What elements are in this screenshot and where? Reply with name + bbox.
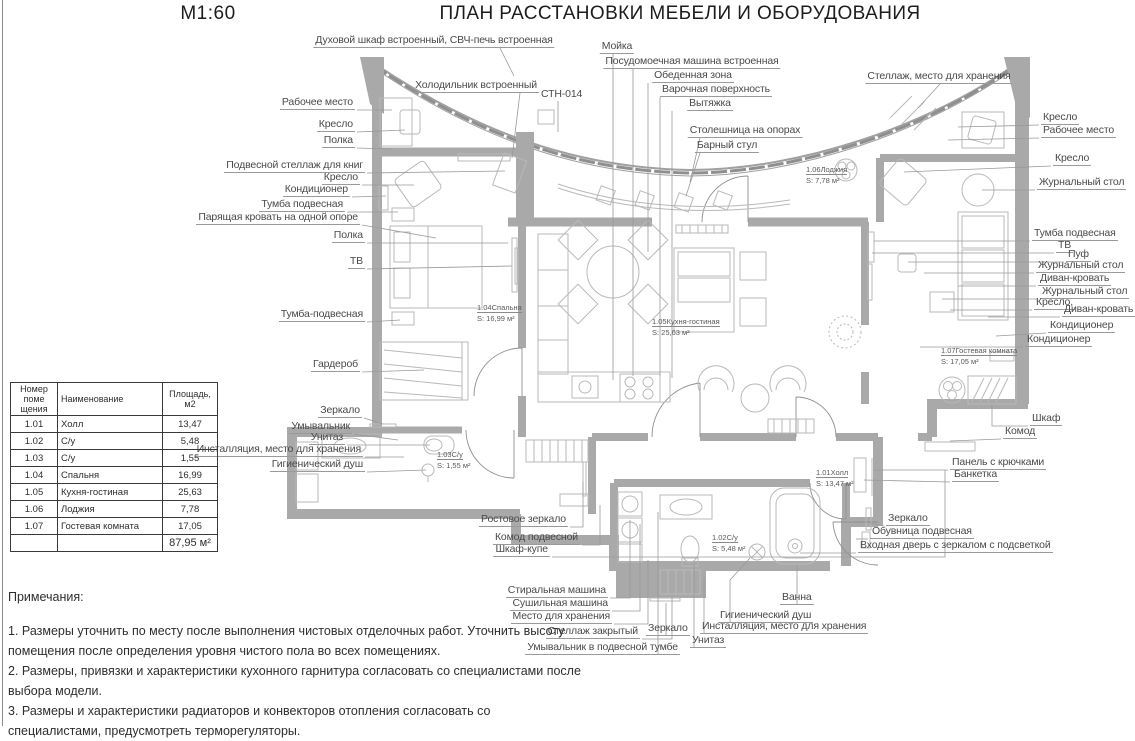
callout-label: Стеллаж, место для хранения xyxy=(867,70,1011,82)
callout-label: Умывальник xyxy=(291,420,350,432)
notes-list xyxy=(8,621,583,741)
callout-label: Кондиционер xyxy=(1027,333,1091,345)
callout-label: СТН-014 xyxy=(541,88,583,100)
callout-label: Диван-кровать xyxy=(1040,272,1110,284)
callout-label: Варочная поверхность xyxy=(662,83,770,95)
callout-label: Мойка xyxy=(601,40,633,52)
note-item: 3. Размеры и характеристики радиаторов и конвекторов отопления согласовать со специалистами, предусмотреть терморегуляторы. xyxy=(8,704,491,738)
plan-scale: М1:60 xyxy=(180,3,236,24)
notes-block xyxy=(8,587,583,741)
schedule-header-area: Площадь, м2 xyxy=(163,383,218,416)
table-row: 1.06 Лоджия 7,78 xyxy=(11,501,218,518)
room-label: 1.07Гостевая комната S: 17,05 м² xyxy=(941,346,1018,366)
callout-label: Кресло xyxy=(1055,152,1090,164)
schedule-total: 87,95 м² xyxy=(163,535,218,552)
callout-label: Зеркало xyxy=(888,512,928,524)
table-row: 1.05 Кухня-гостиная 25,63 xyxy=(11,484,218,501)
callout-label: Инсталляция, место для хранения xyxy=(702,620,867,632)
table-row: 1.02 С/у 5,48 xyxy=(11,433,218,450)
table-row: 1.01 Холл 13,47 xyxy=(11,416,218,433)
callout-label: Диван-кровать xyxy=(1064,303,1134,315)
callout-label: Место для хранения xyxy=(512,610,610,622)
callout-label: Входная дверь с зеркалом с подсветкой xyxy=(860,539,1051,551)
callout-label: Журнальный стол xyxy=(1038,259,1124,271)
callout-label: Полка xyxy=(323,134,353,146)
note-item: 2. Размеры, привязки и характеристики кухонного гарнитура согласовать со специалистами после выбора модели. xyxy=(8,664,581,698)
callout-label: Рабочее место xyxy=(1043,124,1115,136)
callout-label: Журнальный стол xyxy=(1039,176,1125,188)
callout-label: Ростовое зеркало xyxy=(481,513,566,525)
callout-label: Гардероб xyxy=(313,358,358,370)
callout-label: Зеркало xyxy=(320,404,360,416)
callout-label: Пуф xyxy=(1068,248,1089,260)
notes-title: Примечания: xyxy=(8,590,84,604)
callout-label: Панель с крючками xyxy=(952,456,1045,468)
callout-label: Тумба подвесная xyxy=(1034,227,1116,239)
callout-label: Холодильник встроенный xyxy=(415,79,537,91)
table-row: 1.07 Гостевая комната 17,05 xyxy=(11,518,218,535)
room-schedule-table xyxy=(10,382,218,552)
callout-label: Комод подвесной xyxy=(494,531,578,543)
callout-label: Кондиционер xyxy=(284,183,348,195)
callout-label: Ванна xyxy=(782,591,812,603)
callout-label: Стеллаж закрытый xyxy=(547,625,638,637)
callout-label: Столешница на опорах xyxy=(689,124,801,136)
table-row: 1.03 С/у 1,55 xyxy=(11,450,218,467)
schedule-header-number: Номер поме щения xyxy=(11,383,58,416)
callout-label: Тумба-подвесная xyxy=(280,308,363,320)
callout-label: Барный стул xyxy=(696,139,758,151)
callout-label: Кресло xyxy=(323,171,358,183)
callout-label: Обеденная зона xyxy=(654,69,732,81)
callout-label: Гигиенический душ xyxy=(720,609,812,621)
page-title: ПЛАН РАССТАНОВКИ МЕБЕЛИ И ОБОРУДОВАНИЯ xyxy=(439,3,921,24)
callout-label: Гигиенический душ xyxy=(271,458,363,470)
callout-label: Инсталляция, место для хранения xyxy=(196,443,361,455)
room-label: 1.01Холл S: 13,47 м² xyxy=(816,468,854,488)
callout-label: Умывальник в подвесной тумбе xyxy=(527,641,678,653)
room-label: 1.06Лоджия S: 7,78 м² xyxy=(806,165,848,185)
room-label: 1.04Спальня S: 16,99 м² xyxy=(477,303,522,323)
callout-label: Журнальный стол xyxy=(1042,285,1128,297)
callout-label: Рабочее место xyxy=(281,96,353,108)
callout-label: Кресло xyxy=(318,118,353,130)
callout-label: Духовой шкаф встроенный, СВЧ-печь встроенная xyxy=(315,34,553,46)
callout-label: Вытяжка xyxy=(689,97,731,109)
room-label: 1.05Кухня-гостиная S: 25,63 м² xyxy=(652,317,720,337)
callout-label: Унитаз xyxy=(692,634,725,646)
note-item: 1. Размеры уточнить по месту после выполнения чистовых отделочных работ. Уточнить высоту помещения после определения уровня чистого пола во всех помещениях. xyxy=(8,624,565,658)
callout-label: Посудомоечная машина встроенная xyxy=(605,55,779,67)
callout-label: Парящая кровать на одной опоре xyxy=(198,211,358,223)
room-label: 1.03С/у S: 1,55 м² xyxy=(437,450,471,470)
room-schedule-body xyxy=(11,416,218,535)
callout-label: Сушильная машина xyxy=(512,597,608,609)
callout-label: Подвесной стеллаж для книг xyxy=(226,159,363,171)
schedule-header-name: Наименование xyxy=(58,383,163,416)
callout-label: Шкаф xyxy=(1032,412,1061,424)
callout-label: Зеркало xyxy=(648,622,688,634)
callout-label: Унитаз xyxy=(310,431,343,443)
callout-label: Шкаф-купе xyxy=(495,543,548,555)
callout-label: Кресло xyxy=(1043,111,1078,123)
callout-label: Обувница подвесная xyxy=(872,525,972,537)
callout-label: Кондиционер xyxy=(1050,319,1114,331)
callout-label: ТВ xyxy=(1058,239,1072,251)
room-label: 1.02С/у S: 5,48 м² xyxy=(712,533,746,553)
callout-label: ТВ xyxy=(349,255,363,267)
callout-label: Банкетка xyxy=(954,468,998,480)
callout-label: Стиральная машина xyxy=(507,584,606,596)
callout-label: Тумба подвесная xyxy=(261,198,343,210)
callout-label: Кресло, xyxy=(1036,296,1073,308)
callout-label: Полка xyxy=(333,229,363,241)
callout-label: Комод xyxy=(1005,425,1036,437)
table-row: 1.04 Спальня 16,99 xyxy=(11,467,218,484)
